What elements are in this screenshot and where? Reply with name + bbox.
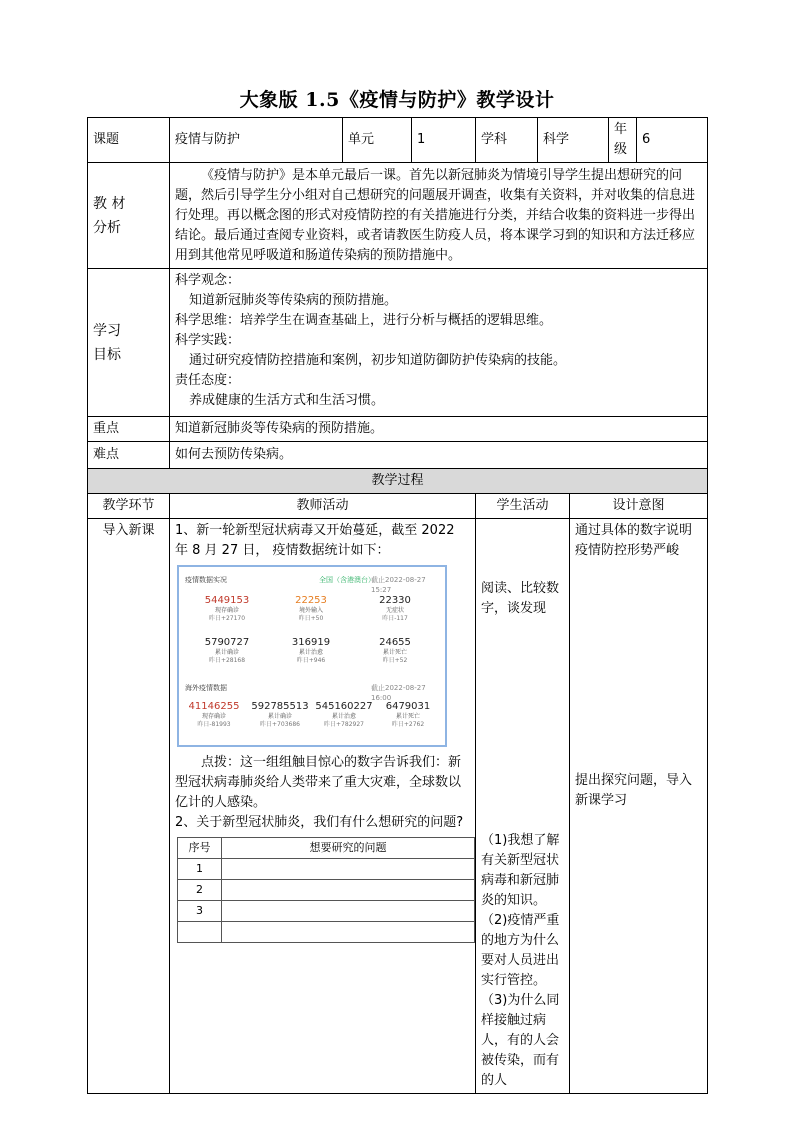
question-col-title: 想要研究的问题 xyxy=(222,838,475,859)
unit-label: 单元 xyxy=(343,118,412,163)
stat-caption: 现存确诊 xyxy=(201,713,226,720)
stat-delta: 昨日+27170 xyxy=(208,615,246,622)
col-intent: 设计意图 xyxy=(570,494,708,519)
stat-num: 5449153 xyxy=(204,595,250,606)
grade-value: 6 xyxy=(637,118,708,163)
question-table xyxy=(177,837,475,943)
objectives-content xyxy=(170,269,708,417)
stat-delta: 昨日+52 xyxy=(382,657,408,664)
overseas-title: 海外疫情数据 xyxy=(185,684,227,692)
student-a: 阅读、比较数字，谈发现 xyxy=(481,581,560,616)
stat-overseas-total xyxy=(249,701,311,729)
domestic-time: 截止2022-08-27 15:27 xyxy=(371,576,426,594)
stat-caption: 累计死亡 xyxy=(395,713,420,720)
stage-cell: 导入新课 xyxy=(88,519,170,1094)
question-row-blank[interactable] xyxy=(222,859,475,880)
teacher-cell xyxy=(170,519,476,1094)
stat-delta: 昨日+782927 xyxy=(324,721,364,728)
stat-overseas-current xyxy=(183,701,245,729)
stat-num: 24655 xyxy=(379,637,411,648)
stat-num: 5790727 xyxy=(204,637,250,648)
attitude-text: 养成健康的生活方式和生活习惯。 xyxy=(189,393,385,408)
objectives-label: 学习 目标 xyxy=(88,269,170,417)
col-student: 学生活动 xyxy=(476,494,570,519)
intent-b: 提出探究问题，导入新课学习 xyxy=(575,773,693,808)
concept-heading: 科学观念： xyxy=(175,273,241,288)
unit-value: 1 xyxy=(412,118,476,163)
subject-value: 科学 xyxy=(538,118,609,163)
intent-cell xyxy=(570,519,708,1094)
stat-caption: 无症状 xyxy=(385,607,404,614)
page-title: 大象版 1.5《疫情与防护》教学设计 xyxy=(239,89,555,111)
question-row-blank[interactable] xyxy=(222,901,475,922)
question-row-blank[interactable] xyxy=(222,880,475,901)
stat-total-cured xyxy=(271,637,351,665)
question-row-index xyxy=(178,922,222,943)
stat-delta: 昨日+946 xyxy=(296,657,326,664)
col-stage: 教学环节 xyxy=(88,494,170,519)
practice-heading: 科学实践： xyxy=(175,333,241,348)
overseas-time: 截止2022-08-27 16:00 xyxy=(371,684,426,702)
question-row-index: 3 xyxy=(178,901,222,922)
stat-num: 316919 xyxy=(291,637,331,648)
stat-delta: 昨日+50 xyxy=(298,615,324,622)
stat-total-confirmed xyxy=(187,637,267,665)
grade-label: 年级 xyxy=(609,118,637,163)
student-b1: （1)我想了解有关新型冠状病毒和新冠肺炎的知识。 xyxy=(481,833,560,908)
stat-num: 22330 xyxy=(379,595,411,606)
attitude-heading: 责任态度： xyxy=(175,373,241,388)
domestic-scope: 全国（含港澳台） xyxy=(319,576,375,584)
col-teacher: 教师活动 xyxy=(170,494,476,519)
question-col-index: 序号 xyxy=(178,838,222,859)
concept-text: 知道新冠肺炎等传染病的预防措施。 xyxy=(189,293,398,308)
stat-caption: 境外输入 xyxy=(298,607,323,614)
intent-a: 通过具体的数字说明疫情防控形势严峻 xyxy=(575,523,693,558)
stats-image xyxy=(177,565,447,747)
stat-num: 22253 xyxy=(295,595,327,606)
subject-label: 学科 xyxy=(476,118,538,163)
stat-num: 6479031 xyxy=(385,701,431,712)
student-b3: （3)为什么同样接触过病人，有的人会被传染，而有的人 xyxy=(481,993,560,1088)
question-row-blank[interactable] xyxy=(222,922,475,943)
practice-text: 通过研究疫情防控措施和案例，初步知道防御防护传染病的技能。 xyxy=(189,353,567,368)
student-cell xyxy=(476,519,570,1094)
analysis-label: 教 材 分析 xyxy=(88,163,170,269)
difficulty-label: 难点 xyxy=(88,442,170,469)
stat-caption: 累计死亡 xyxy=(382,649,407,656)
teacher-p3: 2、关于新型冠状肺炎，我们有什么想研究的问题? xyxy=(175,815,464,830)
teacher-p2: 点拨：这一组组触目惊心的数字告诉我们：新型冠状病毒肺炎给人类带来了重大灾难，全球数以亿计的人感染。 xyxy=(175,755,462,810)
stat-caption: 累计确诊 xyxy=(214,649,239,656)
stat-num: 545160227 xyxy=(315,701,373,712)
question-row-index: 1 xyxy=(178,859,222,880)
stat-num: 41146255 xyxy=(188,701,240,712)
key-label: 重点 xyxy=(88,417,170,442)
stat-imported xyxy=(271,595,351,623)
topic-label: 课题 xyxy=(88,118,170,163)
domestic-title: 疫情数据实况 xyxy=(185,576,227,584)
stat-current-confirmed xyxy=(187,595,267,623)
question-row-index: 2 xyxy=(178,880,222,901)
lesson-table xyxy=(87,117,708,1094)
difficulty-text: 如何去预防传染病。 xyxy=(170,442,708,469)
stat-overseas-cured xyxy=(313,701,375,729)
stat-delta: 昨日-81993 xyxy=(197,721,231,728)
stat-caption: 现存确诊 xyxy=(214,607,239,614)
stat-delta: 昨日+703686 xyxy=(260,721,300,728)
process-header: 教学过程 xyxy=(88,469,708,494)
key-text: 知道新冠肺炎等传染病的预防措施。 xyxy=(170,417,708,442)
thinking-text: 科学思维：培养学生在调查基础上，进行分析与概括的逻辑思维。 xyxy=(175,313,553,328)
topic-value: 疫情与防护 xyxy=(170,118,343,163)
analysis-text: 《疫情与防护》是本单元最后一课。首先以新冠肺炎为情境引导学生提出想研究的问题，然后引导学生分小组对自己想研究的问题展开调查，收集有关资料，并对收集的信息进行处理。再以概念图的形式对疫情防控的有关措施进行分类，并结合收集的资料进一步得出结论。最后通过查阅专业资料，或者请教医生防疫人员，将本课学习到的知识和方法迁移应用到其他常见呼吸道和肠道传染病的预防措施中。 xyxy=(170,163,708,269)
teacher-p1: 1、新一轮新型冠状病毒又开始蔓延，截至 2022 年 8 月 27 日， 疫情数据统计如下： xyxy=(175,523,455,558)
stat-overseas-deaths xyxy=(377,701,439,729)
stat-delta: 昨日+28168 xyxy=(208,657,246,664)
stat-caption: 累计治愈 xyxy=(298,649,323,656)
student-b2: （2)疫情严重的地方为什么要对人员进出实行管控。 xyxy=(481,913,560,988)
stat-caption: 累计确诊 xyxy=(267,713,292,720)
stat-num: 592785513 xyxy=(251,701,309,712)
stat-asymptomatic xyxy=(355,595,435,623)
stat-delta: 昨日+2762 xyxy=(391,721,425,728)
stat-delta: 昨日-117 xyxy=(382,615,408,622)
stat-caption: 累计治愈 xyxy=(331,713,356,720)
stat-total-deaths xyxy=(355,637,435,665)
